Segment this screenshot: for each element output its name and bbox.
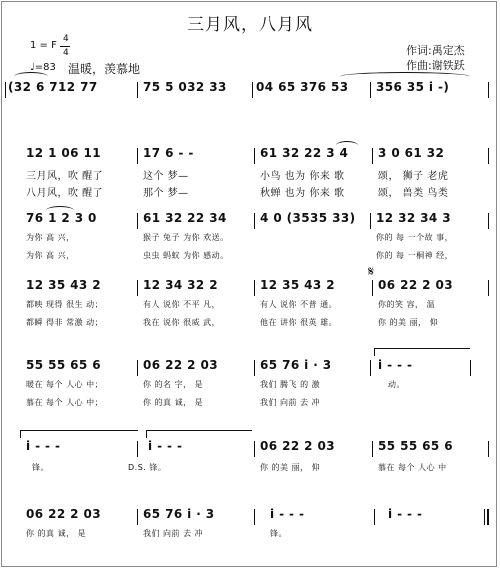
lyric: 颂， 狮子 老虎 [378, 171, 449, 182]
volta-bracket-2-hook [20, 430, 21, 438]
slur [336, 141, 358, 150]
measure: i - - - [148, 439, 183, 453]
score-row-5 [0, 358, 500, 378]
barline [470, 360, 471, 376]
segno-sign: 𝄋 [368, 264, 375, 280]
lyric: 他在 讲你 很英 雄。 [260, 318, 338, 327]
measure: 06 22 2 03 [143, 358, 218, 372]
measure: 61 32 22 3 4 [260, 146, 349, 160]
lyric: 这个 梦— [143, 171, 189, 182]
measure: i - - - [388, 507, 423, 521]
measure: 65 76 i · 3 [260, 358, 332, 372]
lyric: 锋。 [32, 463, 49, 472]
lyric: 我们 向前 去 冲 [143, 529, 204, 538]
time-signature-line [60, 46, 70, 47]
barline [488, 280, 489, 296]
barline [254, 213, 255, 229]
barline [137, 280, 138, 296]
measure: 61 32 22 34 [143, 211, 227, 225]
final-barline [487, 509, 489, 525]
lyric: 你的 每 一桐神 经， [376, 251, 454, 260]
lyric: 你 的名 字， 是 [143, 380, 204, 389]
measure: (32 6 712 77 [8, 80, 98, 94]
barline [137, 148, 138, 164]
lyric: 为你 高 兴， [26, 251, 75, 260]
measure: 65 76 i · 3 [143, 507, 215, 521]
volta-bracket-1 [374, 348, 470, 349]
volta-bracket-2 [20, 430, 138, 431]
volta-bracket-1-hook [374, 348, 375, 356]
expression-mark: 温暖，羡慕地 [68, 62, 141, 76]
lyric: 慕在 每个 人心 中； [26, 398, 104, 407]
start-barline [5, 82, 6, 98]
lyric: 我们 向前 去 冲 [260, 398, 321, 407]
lyric: 你 的美 丽， 仰 [260, 463, 321, 472]
measure: 12 34 32 2 [143, 278, 218, 292]
score-row-2 [0, 146, 500, 166]
barline [137, 213, 138, 229]
barline [137, 82, 138, 98]
measure: 12 35 43 2 [260, 278, 335, 292]
barline [372, 280, 373, 296]
slur [46, 206, 74, 215]
slur [340, 72, 470, 81]
measure: i - - - [378, 358, 413, 372]
lyric: 为你 高 兴， [26, 233, 75, 242]
lyric: 暖在 每个 人心 中； [26, 380, 104, 389]
measure: 76 1 2 3 0 [26, 211, 97, 225]
lyric: 三月风，吹 醒了 [26, 171, 104, 182]
barline [254, 280, 255, 296]
barline [370, 213, 371, 229]
barline [488, 148, 489, 164]
barline [254, 509, 255, 525]
barline [484, 509, 485, 525]
measure: 06 22 2 03 [260, 439, 335, 453]
key-signature: 1 = F [30, 40, 57, 51]
lyric: 颂， 兽类 鸟类 [378, 188, 449, 199]
measure: 04 65 376 53 [256, 80, 349, 94]
measure: i - - - [270, 507, 305, 521]
lyric: 八月风，吹 醒了 [26, 188, 104, 199]
barline [254, 441, 255, 457]
barline [488, 213, 489, 229]
lyric: 有人 说你 不平 凡， [143, 300, 221, 309]
lyric: 你 的美 丽， 仰 [378, 318, 439, 327]
barline [488, 441, 489, 457]
lyric: 我们 腾飞 的 激 [260, 380, 321, 389]
barline [137, 360, 138, 376]
measure: 12 35 43 2 [26, 278, 101, 292]
lyric: 虫虫 蚂蚁 为你 感动。 [143, 251, 229, 260]
measure: 55 55 65 6 [378, 439, 453, 453]
measure: 356 35 i -) [376, 80, 450, 94]
lyric: 有人 说你 不普 通。 [260, 300, 338, 309]
measure: 17 6 - - [143, 146, 194, 160]
measure: 4 0 (3535 33) [260, 211, 356, 225]
lyric: 都瞬 得非 常激 动； [26, 318, 104, 327]
barline [254, 360, 255, 376]
barline [137, 441, 138, 457]
score-row-4 [0, 278, 500, 298]
measure: 75 5 032 33 [143, 80, 227, 94]
lyric: 秋蝉 也为 你来 歌 [260, 188, 345, 199]
lyric: D.S. 锋。 [128, 463, 167, 472]
barline [372, 441, 373, 457]
barline [372, 148, 373, 164]
score-row-1 [0, 80, 500, 100]
barline [254, 148, 255, 164]
tempo-mark: ♩=83 [30, 62, 56, 73]
score-row-3 [0, 211, 500, 231]
lyric: 我在 说你 很威 武， [143, 318, 221, 327]
barline [137, 509, 138, 525]
slur [14, 72, 48, 81]
lyric: 你的笑 容， 温 [378, 300, 436, 309]
measure: 55 55 65 6 [26, 358, 101, 372]
barline [252, 82, 253, 98]
lyric: 你 的真 诚， 是 [26, 529, 87, 538]
measure: i - - - [26, 439, 61, 453]
time-signature-bottom: 4 [63, 48, 69, 58]
lyric: 猴子 兔子 为你 欢送。 [143, 233, 229, 242]
measure: 06 22 2 03 [26, 507, 101, 521]
lyric: 慕在 每个 人心 中 [378, 463, 447, 472]
lyric: 你的 每 一个故 事， [376, 233, 454, 242]
score-row-6 [0, 439, 500, 459]
lyric: 都映 现得 很生 动； [26, 300, 104, 309]
measure: 12 32 34 3 [376, 211, 451, 225]
time-signature-top: 4 [63, 34, 69, 44]
lyric: 小鸟 也为 你来 歌 [260, 171, 345, 182]
measure: 12 1 06 11 [26, 146, 101, 160]
song-title: 三月风，八月风 [187, 15, 313, 35]
measure: 06 22 2 03 [378, 278, 453, 292]
score-row-7 [0, 507, 500, 527]
lyric: 你 的真 诚， 是 [143, 398, 204, 407]
measure: 3 0 61 32 [378, 146, 445, 160]
volta-bracket-3-hook [146, 430, 147, 438]
lyricist-credit: 作词:禹定杰 [406, 44, 465, 57]
lyric: 锋。 [270, 529, 287, 538]
barline [488, 82, 489, 98]
lyric: 动。 [388, 380, 405, 389]
lyric: 那个 梦— [143, 188, 189, 199]
barline [370, 360, 371, 376]
barline [370, 82, 371, 98]
volta-bracket-3 [146, 430, 252, 431]
composer-credit: 作曲:谢铁跃 [406, 59, 465, 72]
barline [374, 509, 375, 525]
